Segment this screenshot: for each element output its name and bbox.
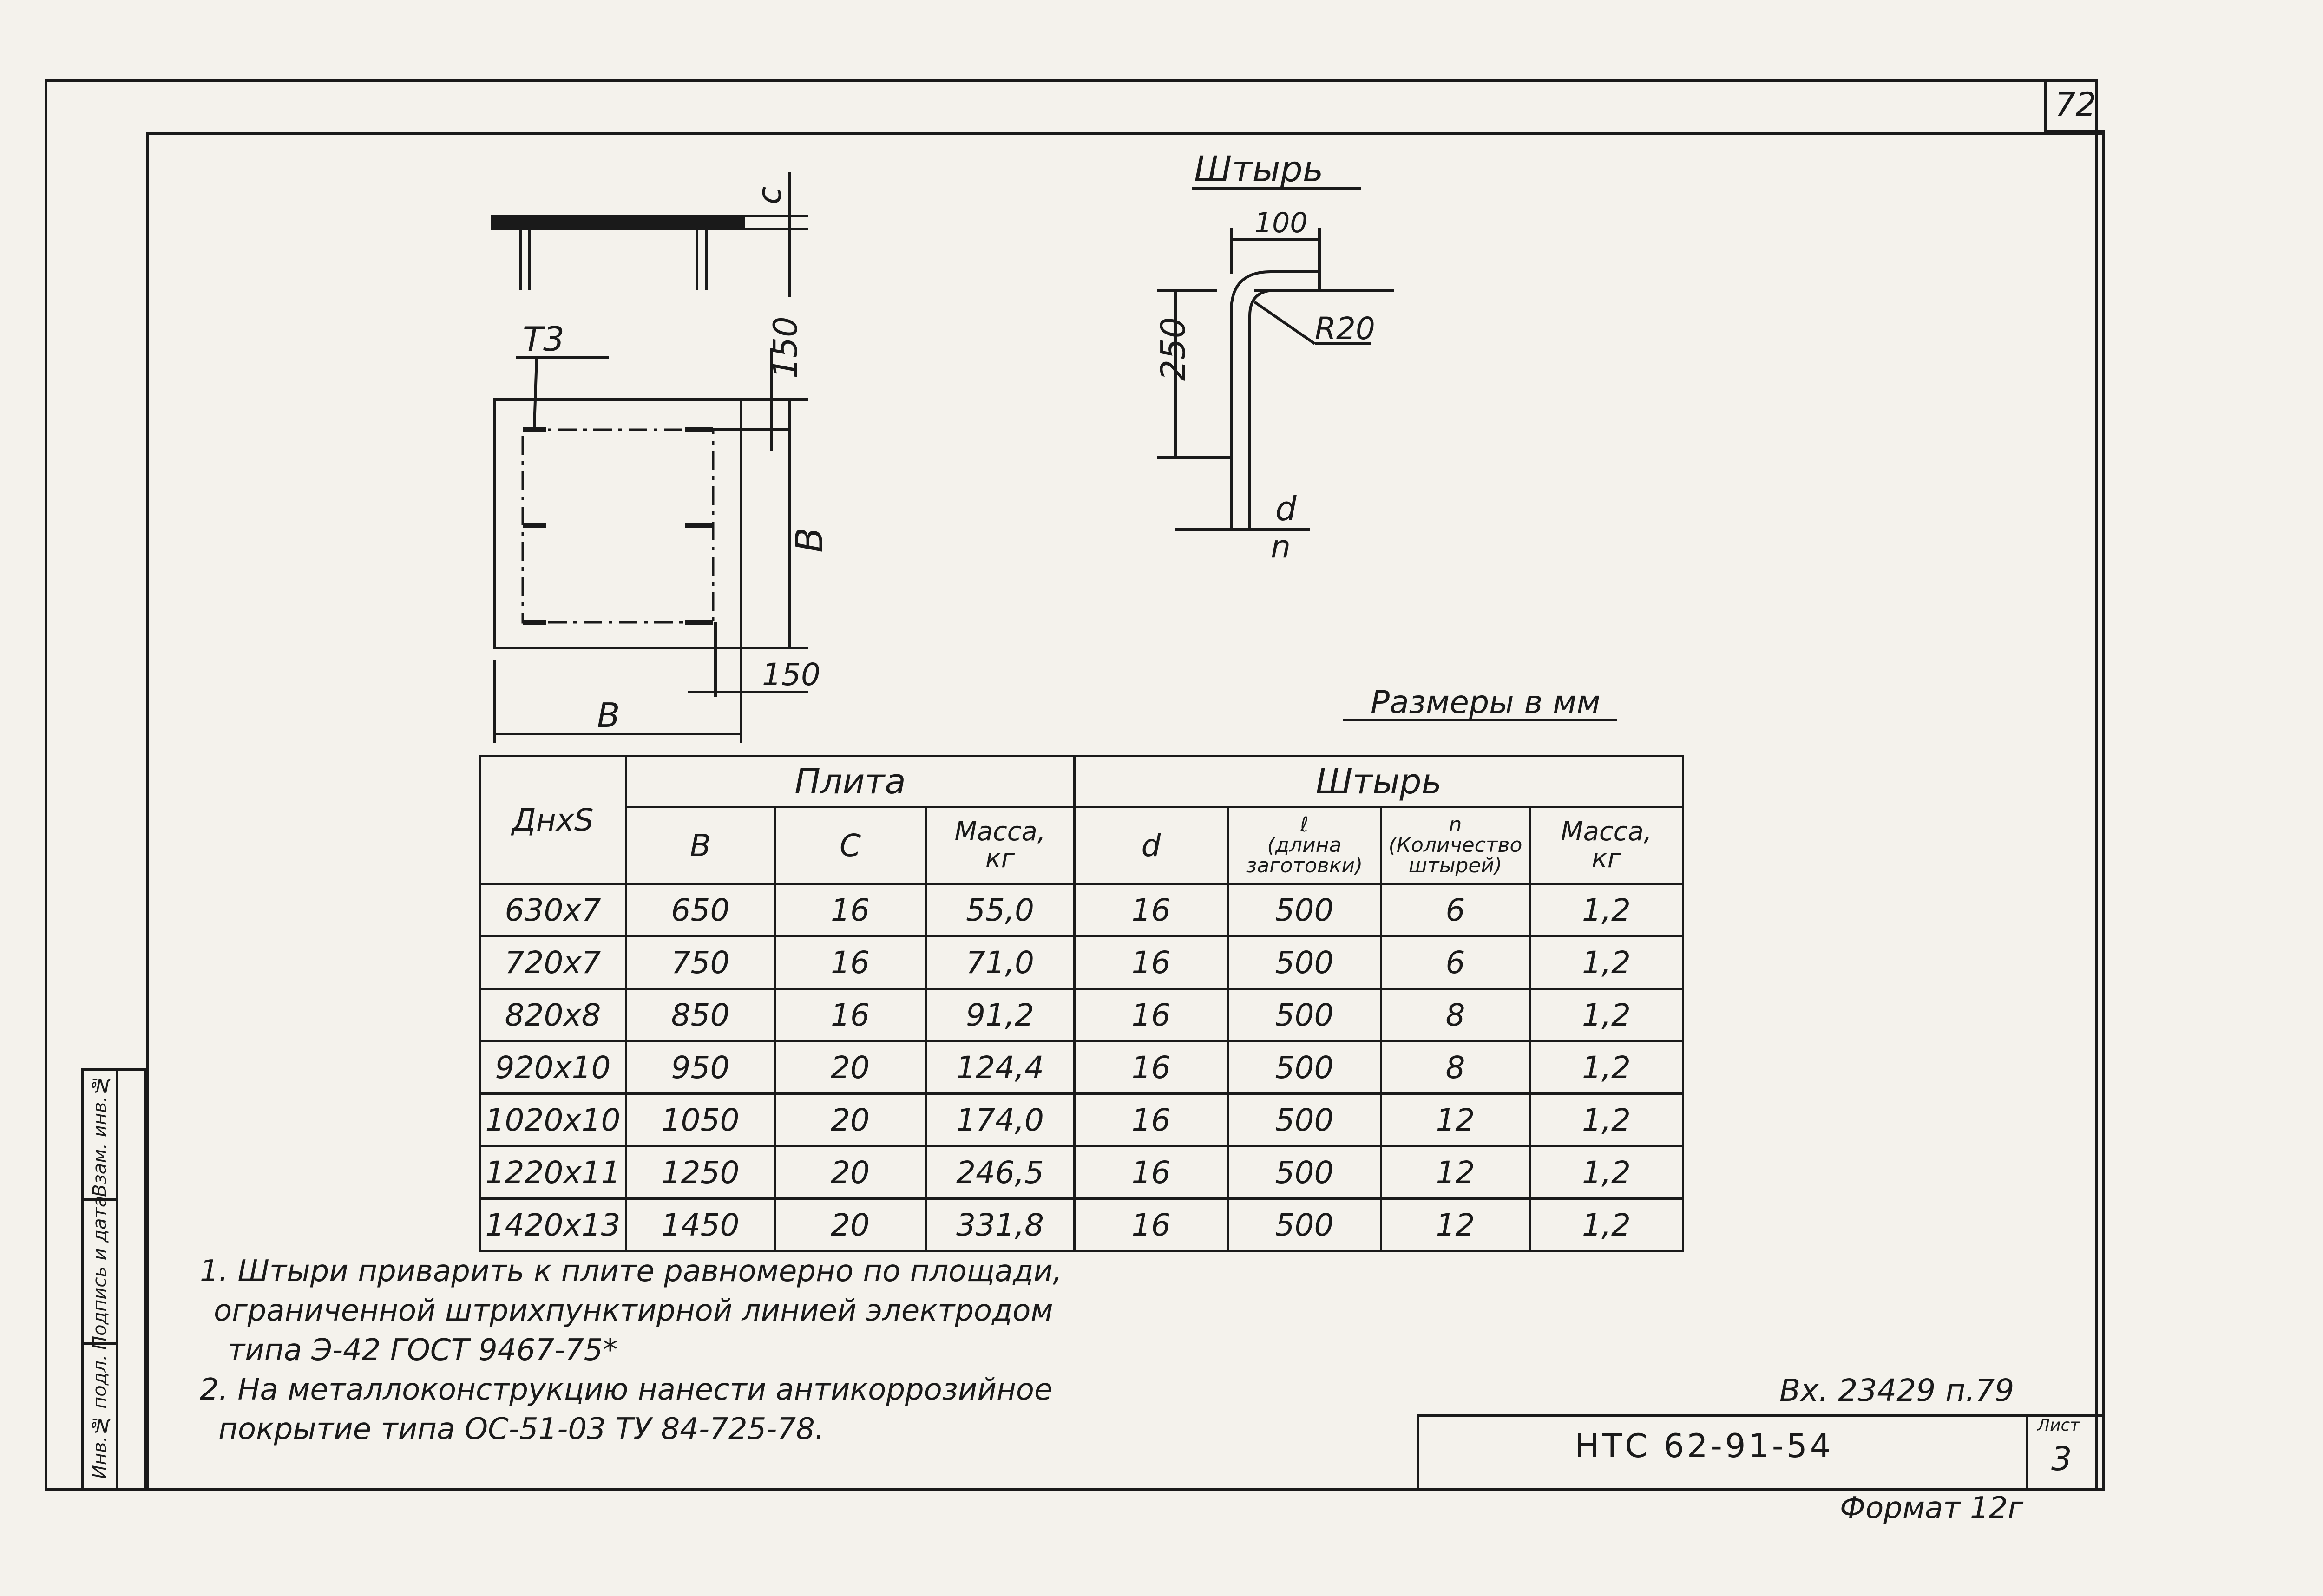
cell-d: 16 — [1075, 989, 1228, 1041]
left-strip — [81, 1068, 146, 1491]
cell-l: 500 — [1228, 1041, 1381, 1094]
weld-area — [523, 430, 713, 622]
dim-d: d — [1275, 489, 1297, 528]
header-group-dowel: Штырь — [1075, 756, 1683, 807]
dowel-title: Штырь — [1194, 148, 1324, 190]
cell-mass: 124,4 — [926, 1041, 1075, 1094]
spec-table — [479, 755, 1684, 1252]
note-2-line-1: 2. На металлоконструкцию нанести антикоррозийное — [200, 1373, 1053, 1407]
dim-b-side: В — [788, 527, 831, 553]
cell-n: 12 — [1381, 1199, 1530, 1251]
r20-leader — [1254, 302, 1315, 344]
cell-n: 12 — [1381, 1094, 1530, 1146]
cell-mass2: 1,2 — [1530, 1094, 1683, 1146]
label-t3: Т3 — [523, 320, 564, 359]
cell-b: 750 — [626, 936, 775, 989]
table-row — [480, 936, 1683, 989]
cell-c: 16 — [775, 989, 926, 1041]
header-dn-s: ДнхS — [480, 756, 626, 884]
note-1-line-3: типа Э-42 ГОСТ 9467-75* — [228, 1333, 618, 1367]
plate-plan-view — [495, 348, 808, 743]
cell-d: 16 — [1075, 1146, 1228, 1199]
cell-dn: 1020х10 — [480, 1094, 626, 1146]
sheet-number-top: 72 — [2044, 79, 2105, 132]
header-length: ℓ (длина заготовки) — [1228, 807, 1381, 884]
dim-250: 250 — [1154, 317, 1193, 381]
inventory-number: Вх. 23429 п.79 — [1779, 1373, 2015, 1408]
note-1-line-1: 1. Штыри приварить к плите равномерно по площади, — [200, 1254, 1063, 1289]
cell-mass2: 1,2 — [1530, 1041, 1683, 1094]
cell-dn: 920х10 — [480, 1041, 626, 1094]
dim-r20: R20 — [1315, 311, 1375, 347]
cell-l: 500 — [1228, 1199, 1381, 1251]
cell-b: 850 — [626, 989, 775, 1041]
dim-b-bottom: В — [597, 696, 620, 735]
dim-n: n — [1271, 529, 1291, 565]
cell-d: 16 — [1075, 1094, 1228, 1146]
table-row — [480, 1094, 1683, 1146]
strip-label-inventory: Инв.№ подл. — [89, 1354, 111, 1479]
cell-l: 500 — [1228, 1146, 1381, 1199]
note-1-line-2: ограниченной штрихпунктирной линией электродом — [214, 1294, 1053, 1328]
dim-150-top: 150 — [767, 316, 805, 379]
cell-d: 16 — [1075, 1041, 1228, 1094]
cell-dn: 720х7 — [480, 936, 626, 989]
cell-b: 650 — [626, 884, 775, 936]
cell-mass2: 1,2 — [1530, 884, 1683, 936]
header-d: d — [1075, 807, 1228, 884]
cell-b: 1250 — [626, 1146, 775, 1199]
header-group-plate: Плита — [626, 756, 1075, 807]
cell-c: 20 — [775, 1094, 926, 1146]
cell-dn: 630х7 — [480, 884, 626, 936]
cell-mass2: 1,2 — [1530, 989, 1683, 1041]
cell-mass: 174,0 — [926, 1094, 1075, 1146]
cell-c: 20 — [775, 1041, 926, 1094]
cell-mass: 331,8 — [926, 1199, 1075, 1251]
cell-mass: 71,0 — [926, 936, 1075, 989]
cell-n: 6 — [1381, 884, 1530, 936]
header-c: С — [775, 807, 926, 884]
cell-l: 500 — [1228, 884, 1381, 936]
table-row — [480, 884, 1683, 936]
cell-c: 20 — [775, 1146, 926, 1199]
cell-mass: 246,5 — [926, 1146, 1075, 1199]
cell-dn: 1420х13 — [480, 1199, 626, 1251]
sheet-label: Лист — [2037, 1416, 2080, 1435]
sheet-number: 3 — [2051, 1440, 2072, 1478]
cell-b: 950 — [626, 1041, 775, 1094]
cell-n: 6 — [1381, 936, 1530, 989]
cell-mass2: 1,2 — [1530, 1199, 1683, 1251]
cell-mass: 91,2 — [926, 989, 1075, 1041]
document-code: НТС 62-91-54 — [1575, 1427, 1834, 1465]
cell-b: 1050 — [626, 1094, 775, 1146]
units-note: Размеры в мм — [1371, 684, 1601, 721]
cell-c: 20 — [775, 1199, 926, 1251]
header-mass-dowel: Масса, кг — [1530, 807, 1683, 884]
table-row — [480, 1041, 1683, 1094]
cell-d: 16 — [1075, 936, 1228, 989]
cell-c: 16 — [775, 884, 926, 936]
format-label: Формат 12г — [1840, 1491, 2024, 1525]
cell-dn: 820х8 — [480, 989, 626, 1041]
strip-label-replace: Взам. инв.№ — [89, 1074, 111, 1197]
header-mass-plate: Масса, кг — [926, 807, 1075, 884]
cell-n: 12 — [1381, 1146, 1530, 1199]
plate-section — [492, 216, 743, 229]
strip-label-signature: Подпись и дата — [89, 1196, 111, 1350]
cell-c: 16 — [775, 936, 926, 989]
dim-c: с — [750, 186, 788, 204]
cell-mass: 55,0 — [926, 884, 1075, 936]
cell-mass2: 1,2 — [1530, 1146, 1683, 1199]
cell-l: 500 — [1228, 1094, 1381, 1146]
header-count: n (Количество штырей) — [1381, 807, 1530, 884]
cell-l: 500 — [1228, 936, 1381, 989]
cell-mass2: 1,2 — [1530, 936, 1683, 989]
table-row — [480, 1146, 1683, 1199]
cell-n: 8 — [1381, 1041, 1530, 1094]
table-row — [480, 1199, 1683, 1251]
cell-n: 8 — [1381, 989, 1530, 1041]
cell-b: 1450 — [626, 1199, 775, 1251]
cell-dn: 1220х11 — [480, 1146, 626, 1199]
table-row — [480, 989, 1683, 1041]
dim-150-bottom: 150 — [762, 657, 820, 693]
dim-100: 100 — [1254, 207, 1308, 239]
cell-l: 500 — [1228, 989, 1381, 1041]
cell-d: 16 — [1075, 884, 1228, 936]
header-b: В — [626, 807, 775, 884]
note-2-line-2: покрытие типа ОС-51-03 ТУ 84-725-78. — [218, 1412, 825, 1446]
cell-d: 16 — [1075, 1199, 1228, 1251]
